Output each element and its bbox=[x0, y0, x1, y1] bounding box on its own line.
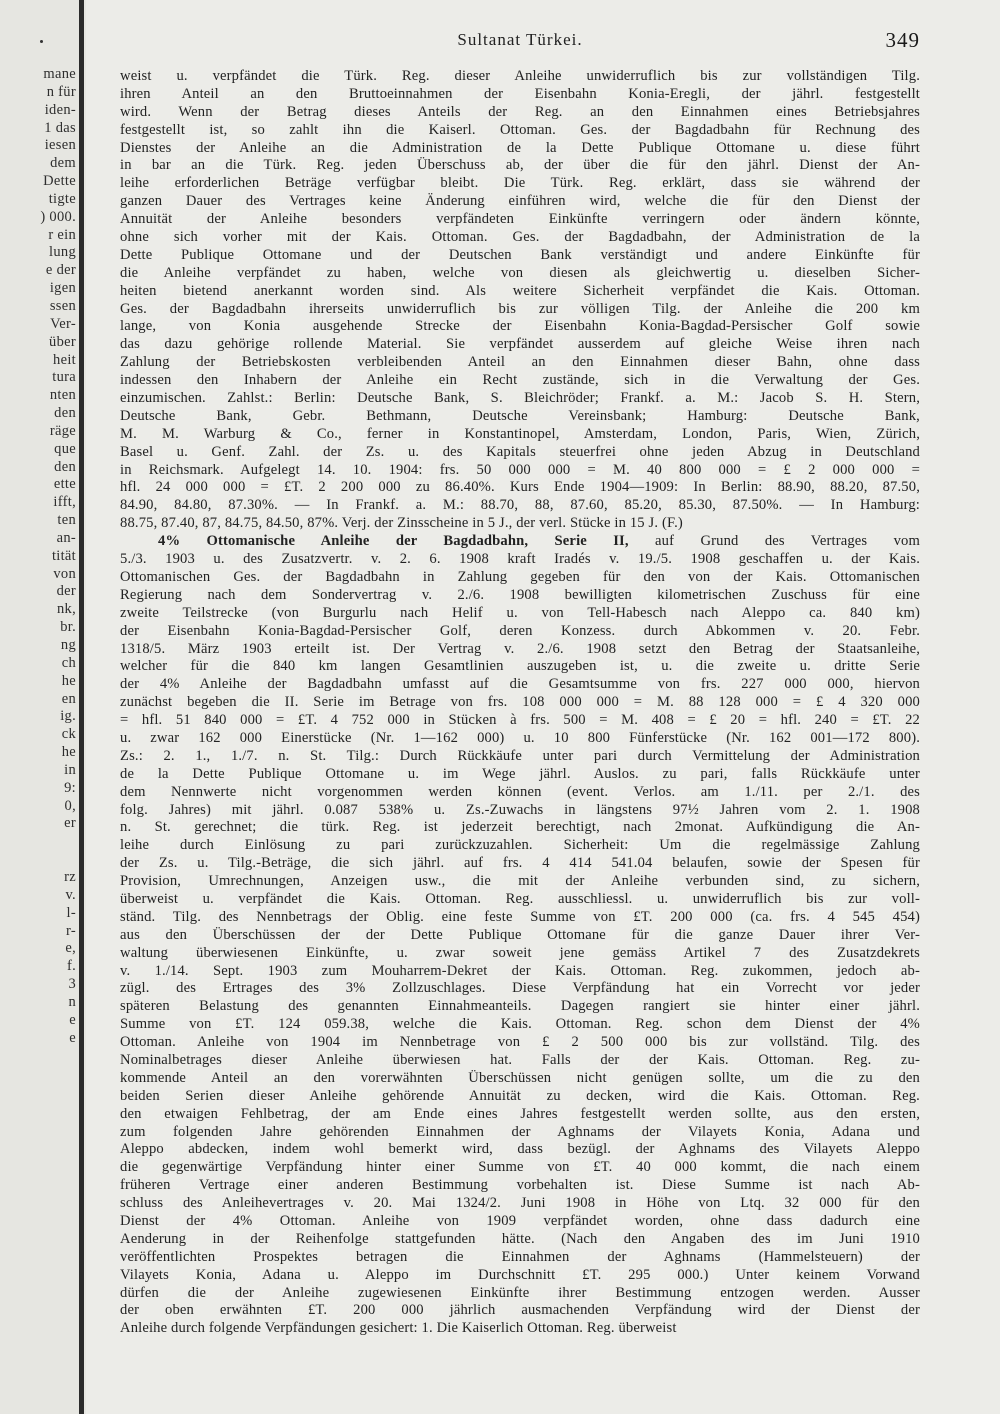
text-line: 1318/5. März 1903 erteilt ist. Der Vertrag v. 2./6. 1908 setzt den Betrag der Staatsanleihe, bbox=[120, 640, 920, 657]
text-line: u. zwar 162 000 Einerstücke (Nr. 1—162 000) u. 10 800 Fünferstücke (Nr. 162 001—172 800). bbox=[120, 729, 920, 746]
paragraph-1 bbox=[120, 68, 920, 533]
text-line: überweist u. verpfändet die Kais. Ottoman. Reg. ausschliessl. u. unwiderruflich bis zur voll- bbox=[120, 890, 920, 907]
text-line: Anleihe durch folgende Verpfändungen gesichert: 1. Die Kaiserlich Ottoman. Reg. überweist bbox=[120, 1320, 677, 1337]
speck bbox=[40, 40, 43, 43]
text-line: früheren Vertrage einer anderen Bestimmung vorbehalten ist. Diese Summe ist nach Ab- bbox=[120, 1177, 920, 1194]
text-line: ohne sich vorher mit der Kais. Ottoman. Ges. der Bagdadbahn, der Administration de la bbox=[120, 229, 920, 246]
text-line: die Anleihe verpfändet zu haben, welche von diesen als gleichwertig u. dieselben Sicher- bbox=[120, 264, 920, 281]
text-line: späteren Belastung des genannten Einnahmeanteils. Dagegen rangiert sie hinter einer jährl. bbox=[120, 998, 920, 1015]
text-line: in bar an die Türk. Reg. jeden Überschuss ab, der über die für den jährl. Dienst der An- bbox=[120, 157, 920, 174]
text-line: Dienst der 4% Ottoman. Anleihe von 1909 verpfändet worden, ohne dass dadurch eine bbox=[120, 1213, 920, 1229]
text-line: Dette Publique Ottomane und der Deutschen Bank verständigt und andere Einkünfte für bbox=[120, 246, 920, 263]
text-line: Ottomanischen Ges. der Bagdadbahn in Zahlung gegeben für den von der Kais. Ottomanischen bbox=[120, 568, 920, 585]
text-line: heiten bietend anerkannt worden sind. Als weitere Sicherheit verpfändet die Kais. Ottoman. bbox=[120, 282, 920, 299]
text-line: zum folgenden Jahre gehörenden Einnahmen der Aghnams der Vilayets Konia, Adana und bbox=[120, 1123, 920, 1140]
loan-heading: 4% Ottomanische Anleihe der Bagdadbahn, Serie II, bbox=[158, 533, 629, 550]
text-line: aus den Überschüssen der der Dette Publique Ottomane für die ganze Dauer ihrer Ver- bbox=[120, 926, 920, 943]
text-line: v. 1./14. Sept. 1903 zum Mouharrem-Dekret der Kais. Ottoman. Reg. zukommen, jedoch ab- bbox=[120, 962, 920, 979]
text-line: de la Dette Publique Ottomane u. im Wege jährl. Auslos. zu pari, falls Rückkäufe unter bbox=[120, 765, 920, 782]
text-line: veröffentlichten Prospektes betragen die Einnahmen der Aghnams (Hammelsteuern) der bbox=[120, 1248, 920, 1265]
text-line: beiden Serien dieser Anleihe gehörende Annuität zu decken, wird die Kais. Ottoman. Reg. bbox=[120, 1087, 920, 1104]
text-line: der Zs. u. Tilg.-Beträge, die sich jährl. auf frs. 4 414 541.04 belaufen, sowie der Spesen für bbox=[120, 855, 920, 872]
page-header bbox=[120, 28, 920, 54]
text-line: ganzen Dauer des Vertrages keine Änderung einführen wird, welche die für den Dienst der bbox=[120, 193, 920, 210]
text-line: der oben erwähnten £T. 200 000 jährlich ausmachenden Verpfändung wird der Dienst der bbox=[120, 1302, 920, 1319]
paragraph-2 bbox=[120, 533, 920, 1338]
text-line: 88.75, 87.40, 87, 84.75, 84.50, 87%. Verj. der Zinsscheine in 5 J., der verl. Stücke in 15 J. (F.) bbox=[120, 515, 683, 532]
text-line: ständ. Tilg. des Nennbetrags der Oblig. eine feste Summe von £T. 200 000 (ca. frs. 4 545 454) bbox=[120, 908, 920, 925]
heading-continuation: auf Grund des Vertrages vom bbox=[655, 533, 920, 550]
text-line: die gegenwärtige Verpfändung hinter einer Summe von £T. 40 000 kommt, die nach einem bbox=[120, 1159, 920, 1176]
text-line: Ges. der Bagdadbahn ihrerseits unwiderruflich bis zur völligen Tilg. der Anleihe die 200 km bbox=[120, 300, 920, 317]
text-line: wird. Wenn der Betrag dieses Anteils der Reg. an den Einnahmen eines Betriebsjahres bbox=[120, 103, 920, 120]
text-line: dem Nennwerte nicht vorgenommen werden können (event. Verlos. am 1./11. per 2./1. des bbox=[120, 783, 920, 800]
text-line: n. St. gerechnet; die türk. Reg. ist jederzeit berechtigt, nach 2monat. Aufkündigung die An- bbox=[120, 819, 920, 836]
text-line: das dazu gehörige rollende Material. Sie verpfändet ausserdem auf gleiche Weise ihren nach bbox=[120, 336, 920, 353]
text-line: 84.90, 84.80, 87.30%. — In Frankf. a. M.: 88.70, 88, 87.60, 85.20, 85.30, 87.50%. — In Hamburg: bbox=[120, 497, 920, 514]
text-line: zweite Teilstrecke (von Burgurlu nach Helif u. von Tell-Habesch nach Aleppo ca. 840 km) bbox=[120, 604, 920, 621]
text-line: Zahlung der Betriebskosten verbleibenden Anteil an den Einnahmen dieser Bahn, ohne dass bbox=[120, 354, 920, 371]
text-line: Vilayets Konia, Adana u. Aleppo im Durchschnitt £T. 295 000.) Unter keinem Vorwand bbox=[120, 1266, 920, 1283]
binding-shadow bbox=[79, 0, 84, 1414]
text-line: weist u. verpfändet die Türk. Reg. dieser Anleihe unwiderruflich bis zur vollständigen Tilg. bbox=[120, 68, 920, 84]
text-line: Provision, Umrechnungen, Anzeigen usw., die mit der Anleihe verbunden sind, zu sichern, bbox=[120, 873, 920, 890]
text-line: 5./3. 1903 u. des Zusatzvertr. v. 2. 6. 1908 kraft Iradés v. 19./5. 1908 geschaffen u. der Kais. bbox=[120, 551, 920, 568]
text-line: welcher für die 840 km langen Gesamtlinien auszugeben ist, u. die zweite u. dritte Serie bbox=[120, 658, 920, 675]
text-line: schluss des Anleihevertrages v. 20. Mai 1324/2. Juni 1908 in Höhe von Ltq. 32 000 für den bbox=[120, 1195, 920, 1212]
text-line: Aleppo abdecken, indem wohl bemerkt wird, dass bezügl. der Aghnams des Vilayets Aleppo bbox=[120, 1141, 920, 1158]
adjacent-page-text-fragments: mane n für iden- 1 das iesen dem Dette tigte ) 000. r ein lung e der igen ssen Ver- über heit tura nten den räge que den ette ifft, ten an- tität von der nk, br. ng ch he en ig. ck he in 9: 0, er rz v. l- r- e, f. 3 n e e bbox=[40, 66, 76, 1046]
text-line: der 4% Anleihe der Bagdadbahn umfasst auf die Gesamtsumme von frs. 227 000 000, hiervon bbox=[120, 676, 920, 693]
text-line: dürfen die der Anleihe zugewiesenen Einkünfte ihrer Bestimmung entzogen werden. Ausser bbox=[120, 1284, 920, 1301]
text-line: der Eisenbahn Konia-Bagdad-Persischer Golf, deren Konzess. durch Abkommen v. 20. Febr. bbox=[120, 622, 920, 639]
adjacent-page-gutter bbox=[0, 0, 86, 1414]
text-line: M. M. Warburg & Co., ferner in Konstantinopel, Amsterdam, London, Paris, Wien, Zürich, bbox=[120, 425, 920, 442]
text-line: ihren Anteil an den Bruttoeinnahmen der Eisenbahn Konia-Eregli, der jährl. festgestellt bbox=[120, 85, 920, 102]
text-line: Aenderung in der Reihenfolge stattgefunden hätte. (Nach den Angaben des im Juni 1910 bbox=[120, 1230, 920, 1247]
text-line: kommende Anteil an den vorerwähnten Überschüssen nicht genügen sollte, um die zu den bbox=[120, 1069, 920, 1086]
text-line: Ottoman. Anleihe von 1904 im Nennbetrage von £ 2 500 000 bis zur vollständ. Tilg. des bbox=[120, 1034, 920, 1051]
text-line: Deutsche Bank, Gebr. Bethmann, Deutsche Vereinsbank; Hamburg: Deutsche Bank, bbox=[120, 407, 920, 424]
text-line: in Reichsmark. Aufgelegt 14. 10. 1904: frs. 50 000 000 = M. 40 800 000 = £ 2 000 000 = bbox=[120, 461, 920, 478]
body-text bbox=[120, 68, 920, 1338]
text-line: leihe durch Einlösung zu pari zurückzuzahlen. Sicherheit: Um die regelmässige Zahlung bbox=[120, 837, 920, 854]
text-line: einzumischen. Zahlst.: Berlin: Deutsche Bank, S. Bleichröder; Frankf. a. M.: Jacob S. H. Stern, bbox=[120, 390, 920, 407]
running-title: Sultanat Türkei. bbox=[457, 30, 583, 49]
text-line: Summe von £T. 124 059.38, welche die Kais. Ottoman. Reg. schon dem Dienst der 4% bbox=[120, 1016, 920, 1033]
text-line: Nominalbetrages dieser Anleihe überwiesen hat. Falls der der Kais. Ottoman. Reg. zu- bbox=[120, 1051, 920, 1068]
text-line: Basel u. Genf. Zahl. der Zs. u. des Kapitals steuerfrei ohne jeden Abzug in Deutschland bbox=[120, 443, 920, 460]
text-line: indessen den Inhabern der Anleihe ein Recht zustände, sich in die Verwaltung der Ges. bbox=[120, 372, 920, 389]
text-line: Regierung nach dem Sondervertrag v. 2./6. 1908 bewilligten kilometrischen Zuschuss für eine bbox=[120, 586, 920, 603]
text-line: zügl. des Ertrages des 3% Zollzuschlages. Diese Verpfändung hat ein Vorrecht vor jeder bbox=[120, 980, 920, 997]
text-line: lange, von Konia ausgehende Strecke der Eisenbahn Konia-Bagdad-Persischer Golf sowie bbox=[120, 318, 920, 335]
text-line: Dienstes der Anleihe an die Administration de la Dette Publique Ottomane u. diese führt bbox=[120, 139, 920, 156]
text-line: Annuität der Anleihe besonders verpfändeten Einkünfte verringern oder ändern könnte, bbox=[120, 211, 920, 228]
text-line: folg. Jahres) mit jährl. 0.087 538% u. Zs.-Zuwachs in längstens 97½ Jahren vom 2. 1. 1908 bbox=[120, 801, 920, 818]
text-line: hfl. 24 000 000 = £T. 2 200 000 zu 86.40%. Kurs Ende 1904—1909: In Berlin: 88.90, 88.20, 87.50, bbox=[120, 479, 920, 496]
text-line: den etwaigen Fehlbetrag, der am Ende eines Jahres festgestellt werden sollte, aus den ersten, bbox=[120, 1105, 920, 1122]
text-line: Zs.: 2. 1., 1./7. n. St. Tilg.: Durch Rückkäufe unter pari durch Vermittelung der Administration bbox=[120, 747, 920, 764]
page-number: 349 bbox=[885, 28, 920, 52]
text-line: leihe erforderlichen Beträge verfügbar bleibt. Die Türk. Reg. erklärt, dass sie während der bbox=[120, 175, 920, 192]
text-line: zunächst begeben die II. Serie im Betrage von frs. 108 000 000 = M. 88 128 000 = £ 4 320 000 bbox=[120, 694, 920, 711]
text-line: waltung überwiesenen Einkünfte, u. zwar soweit jene gemäss Artikel 7 des Zusatzdekrets bbox=[120, 944, 920, 961]
text-line: festgestellt ist, so zahlt ihn die Kaiserl. Ottoman. Ges. der Bagdadbahn für Rechnung des bbox=[120, 121, 920, 138]
paragraph-2-first-line bbox=[120, 533, 920, 551]
text-line: = hfl. 51 840 000 = £T. 4 752 000 in Stücken à frs. 500 = M. 408 = £ 20 = hfl. 240 = £T. 22 bbox=[120, 712, 920, 729]
